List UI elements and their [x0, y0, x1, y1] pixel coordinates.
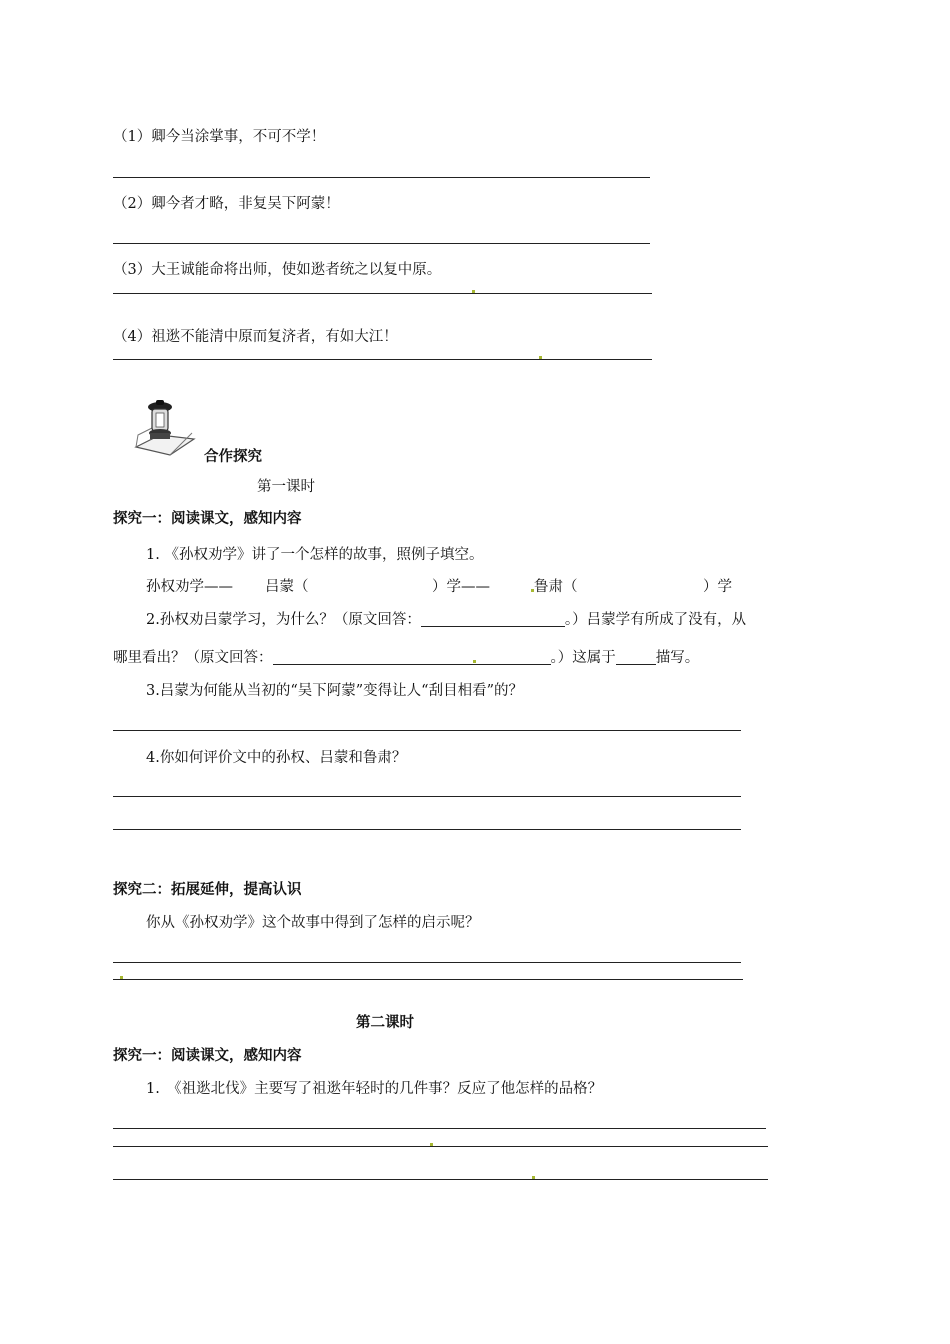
speck [473, 660, 476, 663]
q1-fill-e[interactable]: ）学 [703, 579, 732, 595]
answer-line[interactable] [113, 979, 743, 980]
q1-fill-d: 鲁肃（ [534, 579, 578, 595]
lesson2-title: 第二课时 [356, 1015, 414, 1031]
answer-line[interactable] [113, 177, 650, 178]
lesson1-q2-line1: 2.孙权劝吕蒙学习，为什么？（原文回答： 。）吕蒙学有所成了没有，从 [146, 612, 747, 628]
q1-fill-c[interactable]: ）学—— [432, 579, 490, 595]
lesson2-part1-heading: 探究一：阅读课文，感知内容 [113, 1048, 302, 1064]
lesson1-part2-question: 你从《孙权劝学》这个故事中得到了怎样的启示呢？ [146, 915, 480, 931]
lesson1-part1-heading: 探究一：阅读课文，感知内容 [113, 511, 302, 527]
q1-fill-b: 吕蒙（ [265, 579, 309, 595]
answer-line[interactable] [113, 1146, 768, 1147]
speck [430, 1143, 433, 1146]
answer-line[interactable] [113, 962, 741, 963]
lesson1-q4: 4.你如何评价文中的孙权、吕蒙和鲁肃？ [146, 750, 407, 766]
speck [120, 976, 123, 979]
translate-item-1: （1）卿今当涂掌事，不可不学！ [113, 129, 326, 145]
lesson2-q1: 1. 《祖逖北伐》主要写了祖逖年轻时的几件事？反应了他怎样的品格？ [146, 1081, 603, 1097]
answer-line[interactable] [113, 359, 652, 360]
translate-item-2: （2）卿今者才略，非复吴下阿蒙！ [113, 196, 340, 212]
section-title: 合作探究 [204, 449, 262, 465]
answer-line[interactable] [113, 829, 741, 830]
answer-line[interactable] [113, 293, 652, 294]
speck [472, 290, 475, 293]
lesson1-title: 第一课时 [257, 479, 315, 495]
translate-item-3: （3）大王诚能命将出师，使如逖者统之以复中原。 [113, 262, 442, 278]
answer-line[interactable] [113, 243, 650, 244]
translate-item-4: （4）祖逖不能清中原而复济者，有如大江！ [113, 329, 398, 345]
speck [531, 589, 534, 592]
speck [539, 356, 542, 359]
q1-fill-a: 孙权劝学—— [146, 579, 233, 595]
lesson1-q2-line2: 哪里看出？（原文回答： 。）这属于 描写。 [113, 650, 700, 666]
q2-blank-1[interactable] [421, 612, 565, 627]
answer-line[interactable] [113, 1179, 768, 1180]
speck [532, 1176, 535, 1179]
q2-blank-2[interactable] [273, 650, 551, 665]
q2-blank-3[interactable] [616, 650, 656, 665]
lesson1-q3: 3.吕蒙为何能从当初的“吴下阿蒙”变得让人“刮目相看”的？ [146, 683, 523, 699]
answer-line[interactable] [113, 1128, 766, 1129]
answer-line[interactable] [113, 730, 741, 731]
lesson1-q1: 1. 《孙权劝学》讲了一个怎样的故事，照例子填空。 [146, 547, 484, 563]
lesson1-part2-heading: 探究二：拓展延伸，提高认识 [113, 882, 302, 898]
lantern-on-book-icon [130, 395, 200, 465]
answer-line[interactable] [113, 796, 741, 797]
